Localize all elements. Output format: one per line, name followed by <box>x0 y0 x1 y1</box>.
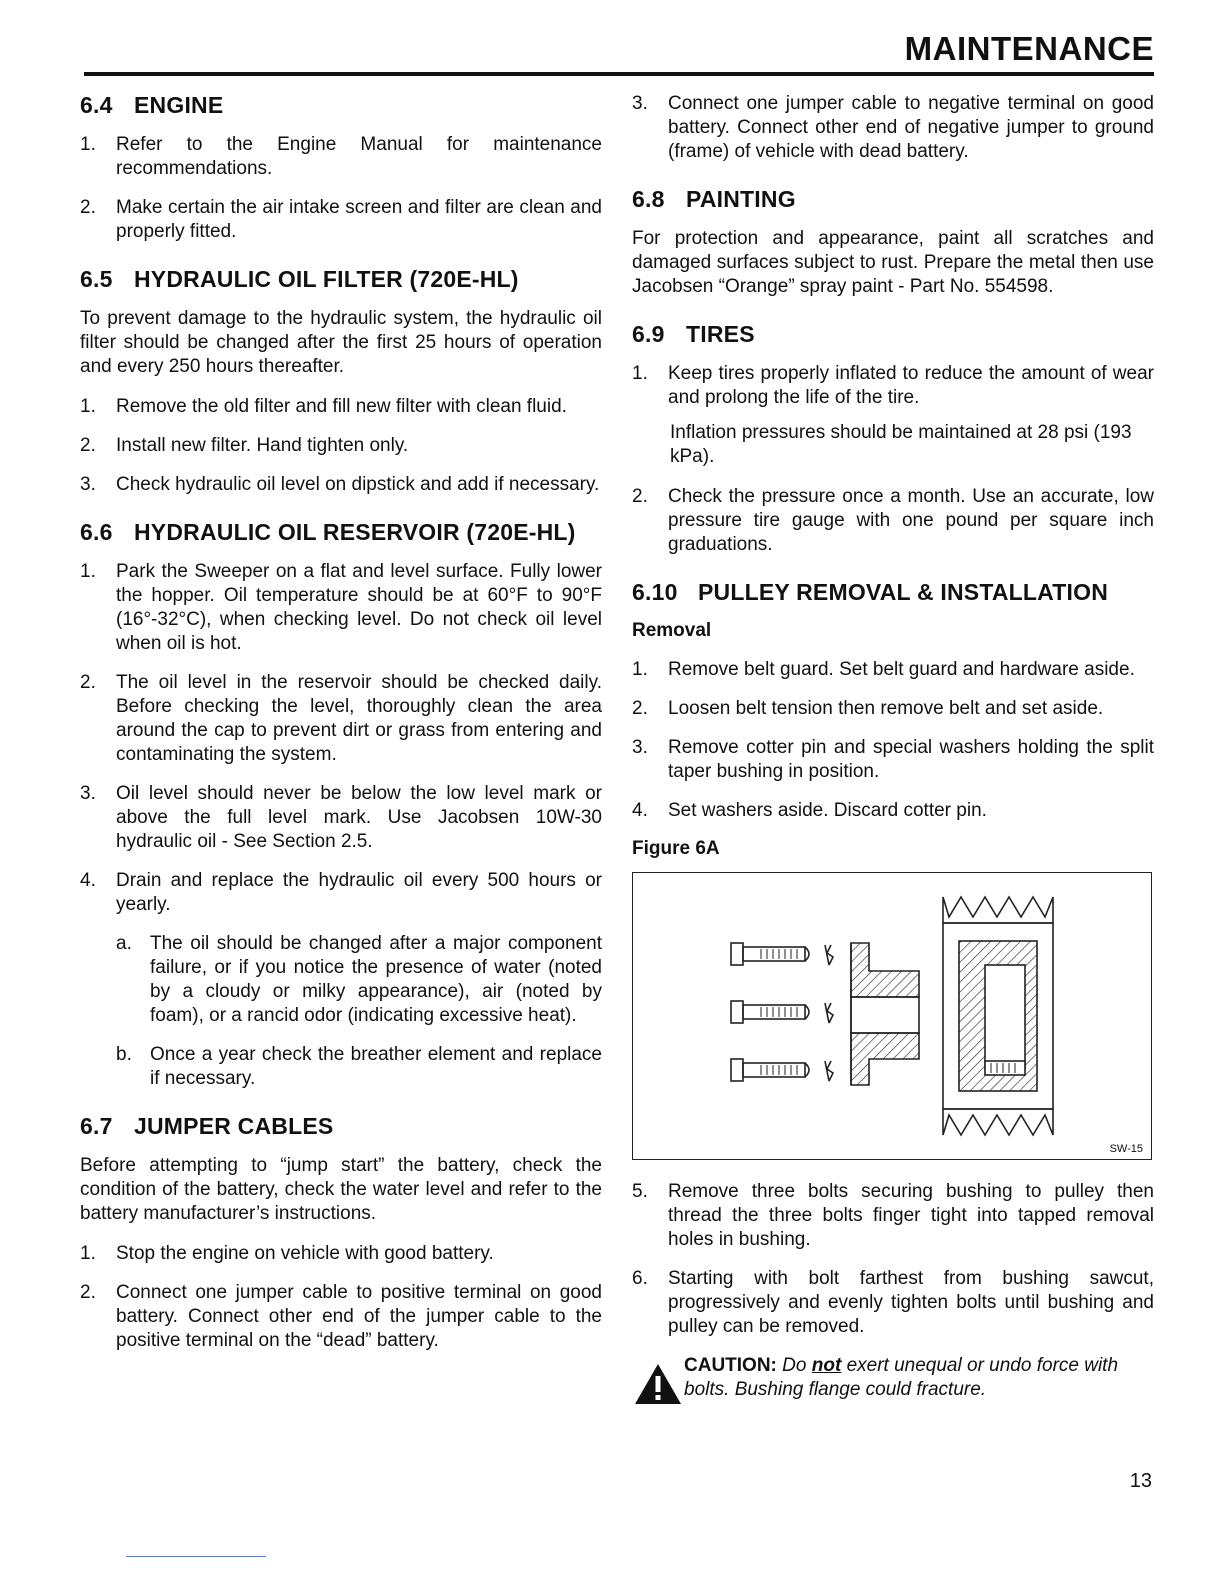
item-text: Set washers aside. Discard cotter pin. <box>668 800 987 821</box>
list-item <box>632 1267 1154 1339</box>
item-number: 2. <box>80 1282 96 1303</box>
caution-text-before: Do <box>782 1355 807 1376</box>
section-title: HYDRAULIC OIL FILTER (720E-HL) <box>134 266 519 292</box>
right-column <box>632 92 1154 1428</box>
list-item <box>632 485 1154 557</box>
section-title: PAINTING <box>686 186 796 212</box>
list-item <box>80 473 602 497</box>
section-number: 6.5 <box>80 266 113 292</box>
section-number: 6.4 <box>80 92 113 118</box>
item-text: Install new filter. Hand tighten only. <box>116 435 409 456</box>
item-number: 4. <box>632 800 648 821</box>
item-text: Connect one jumper cable to negative terminal on good battery. Connect other end of negative jumper to ground (frame) of vehicle with dead battery. <box>668 93 1154 162</box>
section-intro: To prevent damage to the hydraulic system, the hydraulic oil filter should be changed after the first 25 hours of operation and every 250 hours thereafter. <box>80 308 602 377</box>
item-text: Remove three bolts securing bushing to pulley then thread the three bolts finger tight into tapped removal holes in bushing. <box>668 1181 1154 1250</box>
header-rule <box>84 72 1154 76</box>
lock-washer-icon <box>825 1061 833 1081</box>
section-6-6 <box>80 519 602 1091</box>
item-number: 1. <box>80 561 96 582</box>
section-6-10 <box>632 579 1154 1406</box>
section-heading <box>80 1113 602 1140</box>
bolt-icon <box>731 943 809 965</box>
section-number: 6.6 <box>80 519 113 545</box>
left-column <box>80 92 602 1375</box>
item-text: Drain and replace the hydraulic oil every 500 hours or yearly. <box>116 870 602 915</box>
section-title: ENGINE <box>134 92 224 118</box>
caution-box <box>632 1354 1154 1406</box>
section-title: JUMPER CABLES <box>134 1113 334 1139</box>
caution-emphasis: not <box>811 1355 842 1376</box>
section-6-4 <box>80 92 602 244</box>
item-text: Stop the engine on vehicle with good battery. <box>116 1243 494 1264</box>
section-intro: Before attempting to “jump start” the battery, check the condition of the battery, check the water level and refer to the battery manufacturer’s instructions. <box>80 1155 602 1224</box>
list-item <box>632 658 1154 682</box>
list-item <box>80 196 602 244</box>
item-text: Starting with bolt farthest from bushing sawcut, progressively and evenly tighten bolts until bushing and pulley can be removed. <box>668 1268 1154 1337</box>
list-item <box>80 560 602 656</box>
item-text: Remove cotter pin and special washers holding the split taper bushing in position. <box>668 737 1154 782</box>
section-heading <box>632 186 1154 213</box>
section-6-7 <box>80 1113 602 1353</box>
taper-bushing <box>851 943 919 1085</box>
item-number: 1. <box>80 134 96 155</box>
list-item <box>632 92 1154 164</box>
section-heading <box>80 519 602 546</box>
lock-washer-icon <box>825 1003 833 1023</box>
inflation-note: Inflation pressures should be maintained at 28 psi (193 kPa). <box>670 422 1132 467</box>
section-intro: For protection and appearance, paint all scratches and damaged surfaces subject to rust. Prepare the metal then use Jacobsen “Orange” spray paint - Part No. 554598. <box>632 228 1154 297</box>
section-6-7-continued <box>632 92 1154 164</box>
item-number: 1. <box>632 659 648 680</box>
section-number: 6.7 <box>80 1113 113 1139</box>
figure-6a <box>632 872 1152 1160</box>
section-heading <box>632 321 1154 348</box>
item-text: Loosen belt tension then remove belt and set aside. <box>668 698 1104 719</box>
page-number: 13 <box>1129 1470 1152 1492</box>
section-6-8 <box>632 186 1154 299</box>
section-heading <box>632 579 1154 606</box>
subheading-removal: Removal <box>632 620 712 641</box>
section-title: HYDRAULIC OIL RESERVOIR (720E-HL) <box>134 519 576 545</box>
item-text: Check hydraulic oil level on dipstick and add if necessary. <box>116 474 600 495</box>
sub-list-item <box>80 932 602 1028</box>
item-number: 4. <box>80 870 96 891</box>
item-text: Remove belt guard. Set belt guard and hardware aside. <box>668 659 1135 680</box>
item-number: 1. <box>632 363 648 384</box>
item-number: 2. <box>80 672 96 693</box>
section-title: PULLEY REMOVAL & INSTALLATION <box>698 579 1109 605</box>
list-item <box>80 133 602 181</box>
bolt-icon <box>731 1059 809 1081</box>
list-item <box>632 697 1154 721</box>
warning-triangle-icon <box>632 1362 684 1406</box>
item-number: 1. <box>80 396 96 417</box>
item-letter: a. <box>116 933 132 954</box>
list-item <box>80 782 602 854</box>
item-text: The oil should be changed after a major component failure, or if you notice the presence of water (noted by a cloudy or milky appearance), air (noted by foam), or a rancid odor (indicating excessive heat). <box>150 933 602 1026</box>
section-title: TIRES <box>686 321 755 347</box>
section-heading <box>80 92 602 119</box>
list-item <box>632 362 1154 410</box>
lock-washer-icon <box>825 945 833 965</box>
item-letter: b. <box>116 1044 132 1065</box>
item-text: Remove the old filter and fill new filter with clean fluid. <box>116 396 567 417</box>
item-number: 3. <box>632 737 648 758</box>
list-item <box>80 869 602 917</box>
figure-label: Figure 6A <box>632 838 720 859</box>
item-text: Check the pressure once a month. Use an accurate, low pressure tire gauge with one pound per square inch graduations. <box>668 486 1154 555</box>
caution-text-after: exert unequal or undo force with bolts. Bushing flange could fracture. <box>684 1355 1119 1400</box>
item-number: 2. <box>80 435 96 456</box>
list-item <box>80 1242 602 1266</box>
sub-list-item <box>80 1043 602 1091</box>
section-heading <box>80 266 602 293</box>
item-number: 5. <box>632 1181 648 1202</box>
item-number: 2. <box>632 698 648 719</box>
pulley <box>943 897 1053 1135</box>
section-number: 6.9 <box>632 321 665 347</box>
list-item <box>80 395 602 419</box>
pulley-bushing-diagram <box>633 873 1151 1159</box>
item-text: Refer to the Engine Manual for maintenance recommendations. <box>116 134 602 179</box>
item-text: Connect one jumper cable to positive terminal on good battery. Connect other end of the jumper cable to the positive terminal on the “dead” battery. <box>116 1282 602 1351</box>
item-text: Once a year check the breather element and replace if necessary. <box>150 1044 602 1089</box>
caution-label: CAUTION: <box>684 1355 777 1376</box>
item-number: 2. <box>632 486 648 507</box>
item-number: 2. <box>80 197 96 218</box>
list-item <box>80 1281 602 1353</box>
section-number: 6.10 <box>632 579 678 605</box>
list-item <box>80 434 602 458</box>
item-text: Oil level should never be below the low level mark or above the full level mark. Use Jacobsen 10W-30 hydraulic oil - See Section 2.5. <box>116 783 602 852</box>
item-number: 1. <box>80 1243 96 1264</box>
page-header-title: MAINTENANCE <box>904 30 1154 67</box>
figure-code: SW-15 <box>1109 1143 1143 1155</box>
list-item <box>632 1180 1154 1252</box>
section-6-5 <box>80 266 602 497</box>
section-6-9 <box>632 321 1154 557</box>
item-number: 6. <box>632 1268 648 1289</box>
item-number: 3. <box>632 93 648 114</box>
list-item <box>632 799 1154 823</box>
item-number: 3. <box>80 474 96 495</box>
caution-text <box>684 1354 1154 1402</box>
list-item <box>80 671 602 767</box>
item-text: Keep tires properly inflated to reduce the amount of wear and prolong the life of the tire. <box>668 363 1154 408</box>
item-number: 3. <box>80 783 96 804</box>
item-text: The oil level in the reservoir should be checked daily. Before checking the level, thoroughly clean the area around the cap to prevent dirt or grass from entering and contaminating the system. <box>116 672 602 765</box>
footer-link-underline <box>126 1556 266 1557</box>
list-item <box>632 736 1154 784</box>
item-text: Make certain the air intake screen and filter are clean and properly fitted. <box>116 197 602 242</box>
item-text: Park the Sweeper on a flat and level surface. Fully lower the hopper. Oil temperature should be at 60°F to 90°F (16°-32°C), when checking level. Do not check oil level when oil is hot. <box>116 561 602 654</box>
section-number: 6.8 <box>632 186 665 212</box>
bolt-icon <box>731 1001 809 1023</box>
